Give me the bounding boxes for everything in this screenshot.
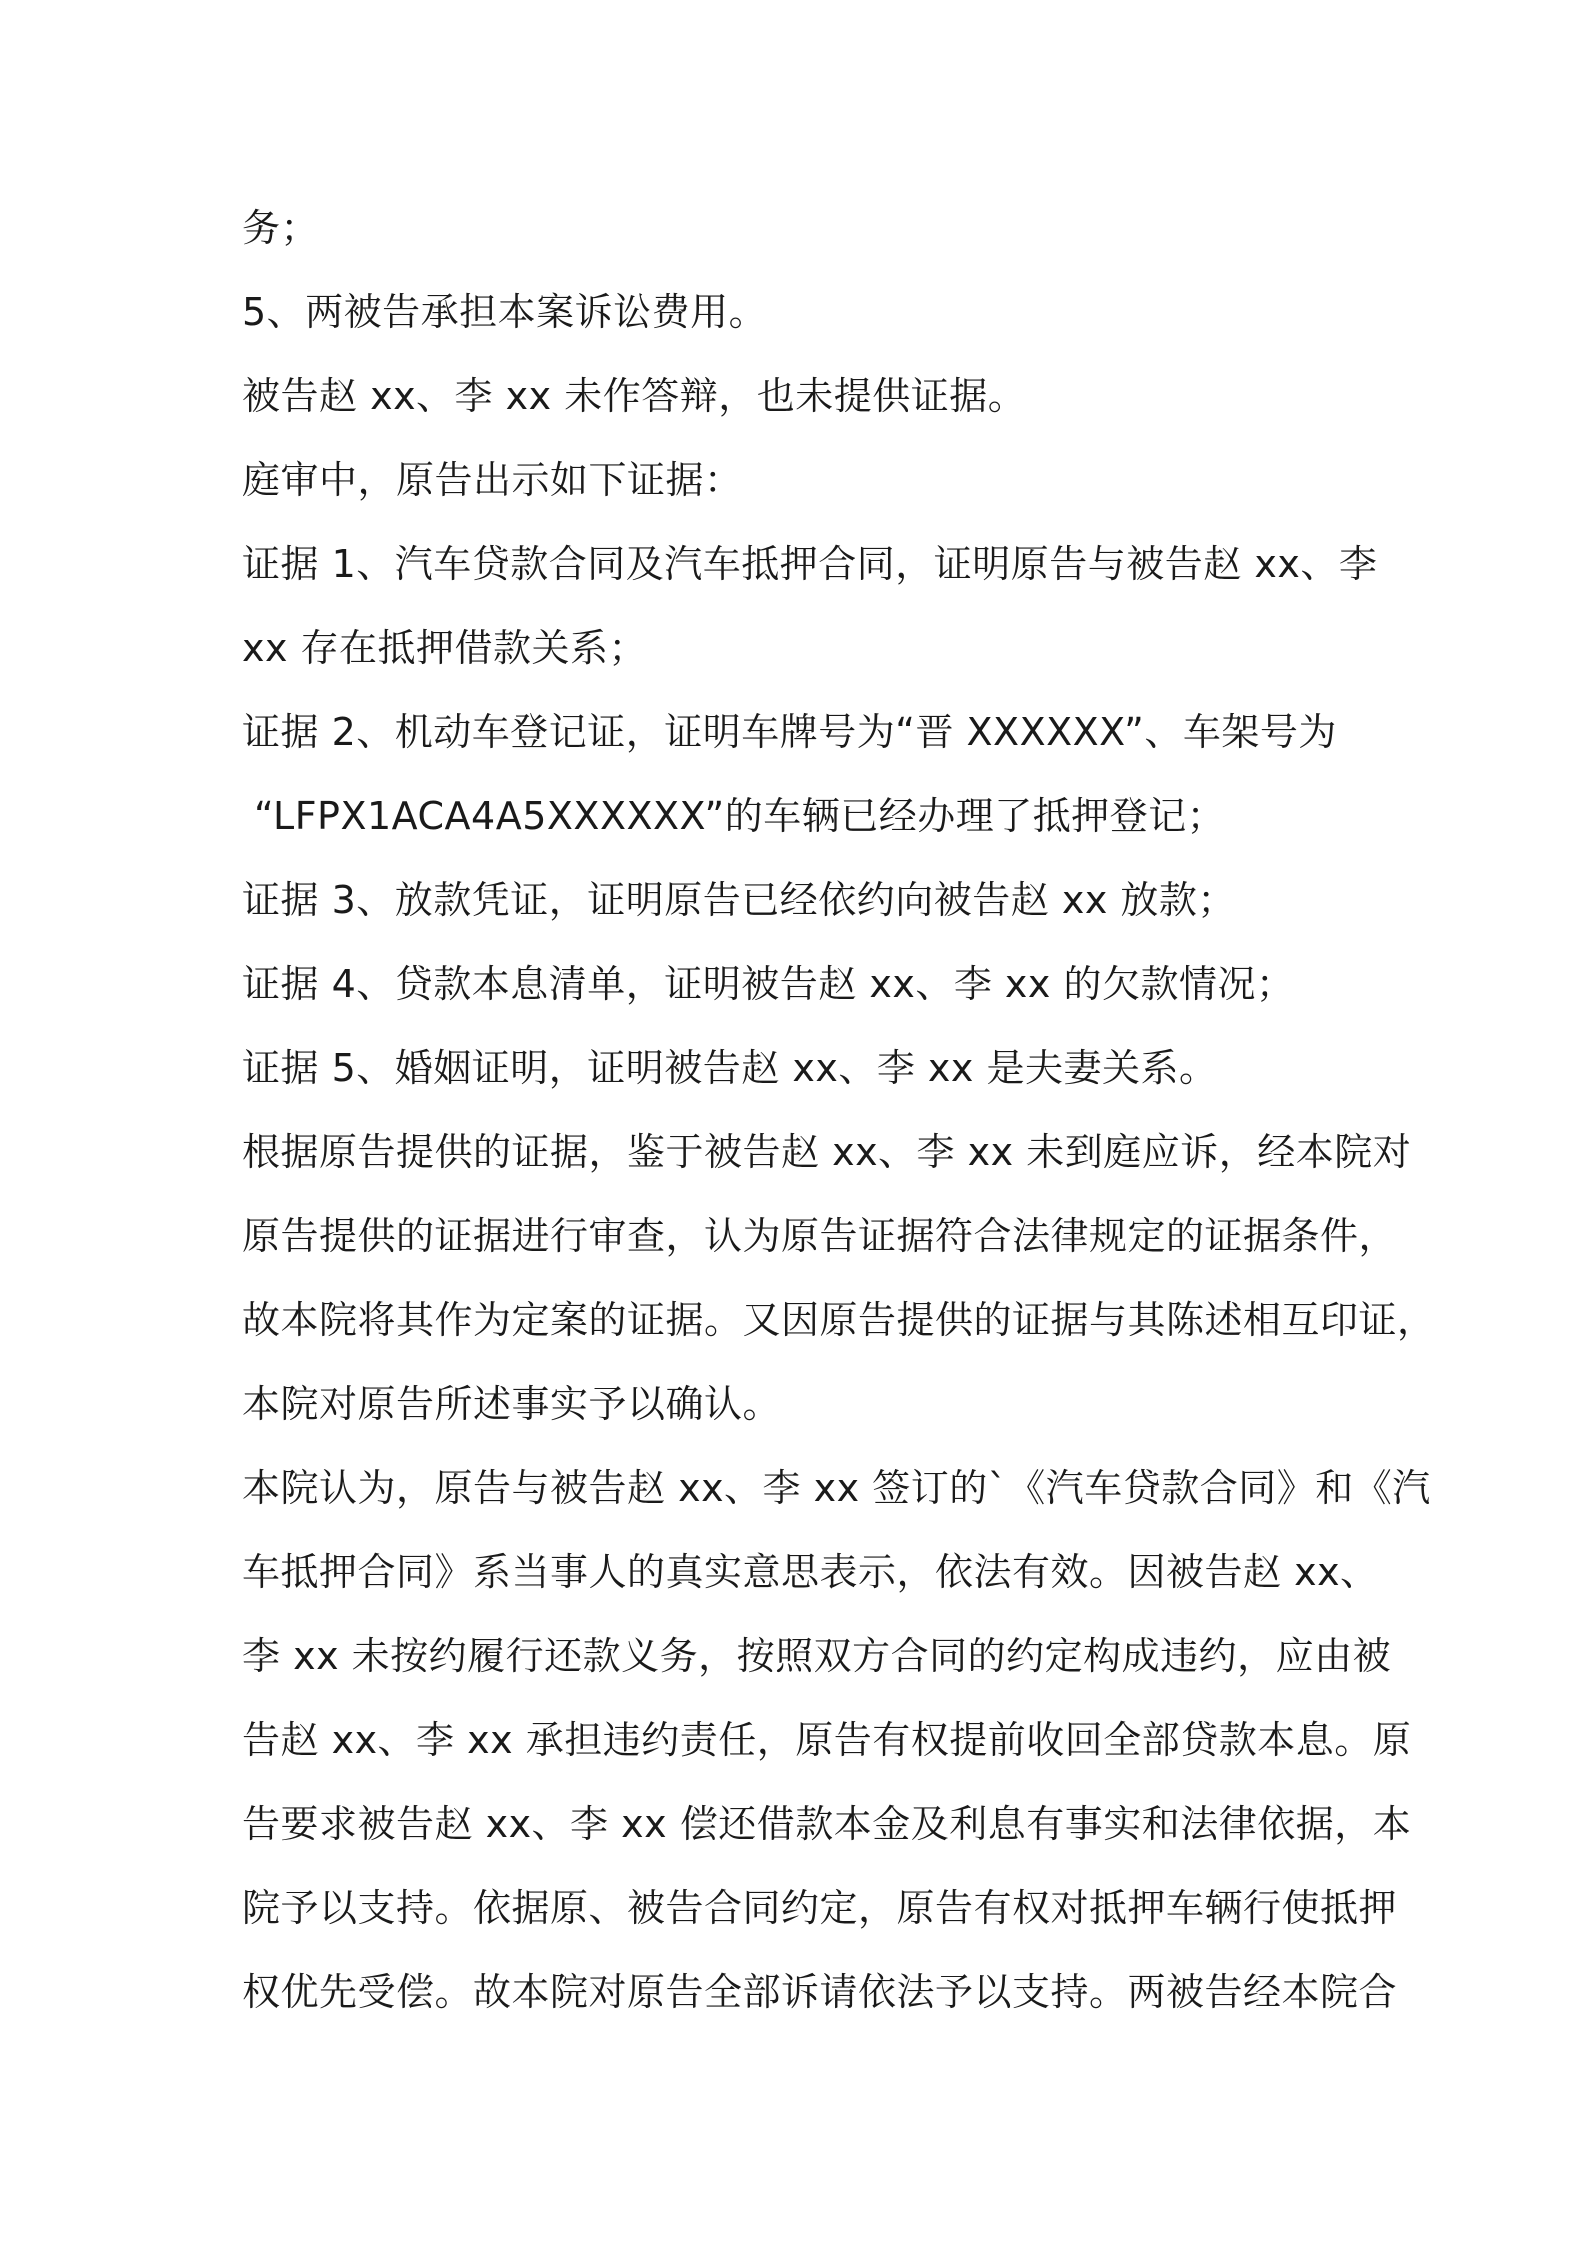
text-line-14: 故本院将其作为定案的证据。又因原告提供的证据与其陈述相互印证， [242, 1298, 1436, 1342]
text-line-5: 证据 1、汽车贷款合同及汽车抵押合同，证明原告与被告赵 xx、李 [242, 542, 1378, 586]
text-line-16: 本院认为，原告与被告赵 xx、李 xx 签订的`《汽车贷款合同》和《汽 [242, 1466, 1431, 1510]
text-line-3: 被告赵 xx、李 xx 未作答辩，也未提供证据。 [242, 374, 1027, 418]
text-line-20: 告要求被告赵 xx、李 xx 偿还借款本金及利息有事实和法律依据，本 [242, 1802, 1412, 1846]
text-line-11: 证据 5、婚姻证明，证明被告赵 xx、李 xx 是夫妻关系。 [242, 1046, 1218, 1090]
text-line-10: 证据 4、贷款本息清单，证明被告赵 xx、李 xx 的欠款情况； [242, 962, 1295, 1006]
text-line-18: 李 xx 未按约履行还款义务，按照双方合同的约定构成违约，应由被 [242, 1634, 1392, 1678]
text-line-1: 务； [242, 206, 320, 250]
text-line-8: “LFPX1ACA4A5XXXXXX”的车辆已经办理了抵押登记； [254, 794, 1226, 838]
text-line-4: 庭审中，原告出示如下证据： [242, 458, 743, 502]
text-line-15: 本院对原告所述事实予以确认。 [242, 1382, 782, 1426]
text-line-9: 证据 3、放款凭证，证明原告已经依约向被告赵 xx 放款； [242, 878, 1236, 922]
text-line-21: 院予以支持。依据原、被告合同约定，原告有权对抵押车辆行使抵押 [242, 1886, 1398, 1930]
text-line-13: 原告提供的证据进行审查，认为原告证据符合法律规定的证据条件， [242, 1214, 1398, 1258]
text-line-7: 证据 2、机动车登记证，证明车牌号为“晋 XXXXXX”、车架号为 [242, 710, 1337, 754]
text-line-17: 车抵押合同》系当事人的真实意思表示，依法有效。因被告赵 xx、 [242, 1550, 1379, 1594]
text-line-2: 5、两被告承担本案诉讼费用。 [242, 290, 768, 334]
text-line-6: xx 存在抵押借款关系； [242, 626, 648, 670]
text-line-22: 权优先受偿。故本院对原告全部诉请依法予以支持。两被告经本院合 [242, 1970, 1398, 2014]
text-line-19: 告赵 xx、李 xx 承担违约责任，原告有权提前收回全部贷款本息。原 [242, 1718, 1412, 1762]
text-line-12: 根据原告提供的证据，鉴于被告赵 xx、李 xx 未到庭应诉，经本院对 [242, 1130, 1412, 1174]
